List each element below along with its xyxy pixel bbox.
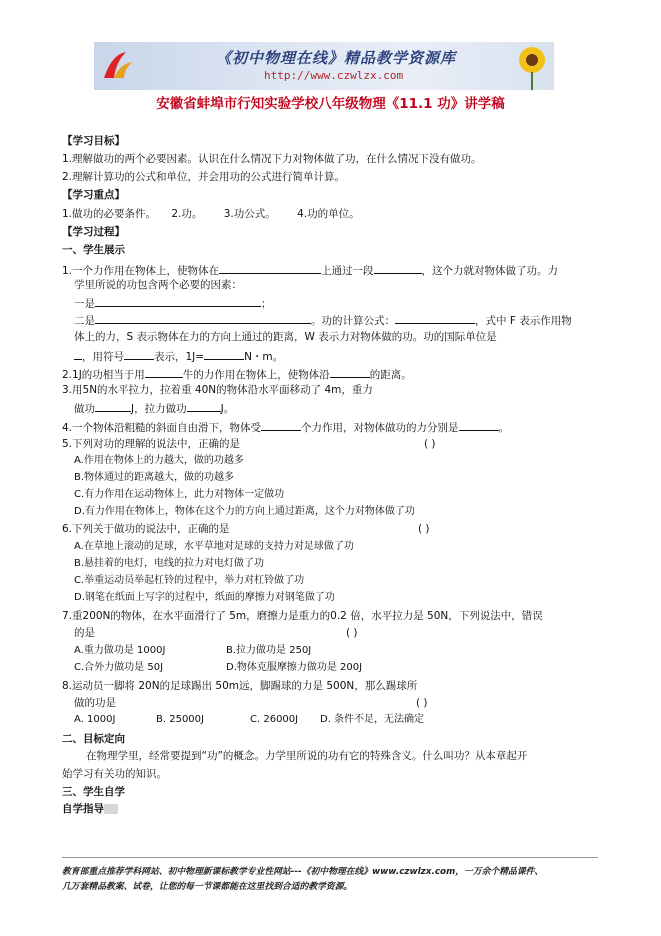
self-study-guide: 自学指导 xyxy=(62,802,118,816)
q1-line5: 体上的力，S 表示物体在力的方向上通过的距离，W 表示力对物体做的功。功的国际单位是 xyxy=(74,331,497,343)
q1-blank-6[interactable] xyxy=(74,348,82,360)
q5-option-d: D.有力作用在物体上，物体在这个力的方向上通过距离，这个力对物体做了功 xyxy=(74,506,415,517)
q8-option-a: A. 1000J xyxy=(74,714,116,725)
goal-item-1: 1.理解做功的两个必要因素。认识在什么情况下力对物体做了功，在什么情况下没有做功。 xyxy=(62,153,482,165)
process-heading: 【学习过程】 xyxy=(62,226,125,238)
q7-answer-paren[interactable]: ( ) xyxy=(346,627,358,639)
q1-blank-3[interactable] xyxy=(95,295,261,307)
q7-option-d: D.物体克服摩擦力做功是 200J xyxy=(226,662,363,673)
banner-url[interactable]: http://www.czwlzx.com xyxy=(264,69,404,82)
q6-option-b: B.悬挂着的电灯，电线的拉力对电灯做了功 xyxy=(74,558,265,569)
q2-blank-1[interactable] xyxy=(145,366,183,378)
q6-stem: 6.下列关于做功的说法中，正确的是 xyxy=(62,523,230,535)
q8-option-b: B. 25000J xyxy=(156,714,204,725)
q7-stem-1: 7.重200N的物体，在水平面滑行了 5m，磨擦力是重力的0.2 倍，水平拉力是 50N，下列说法中，错误 xyxy=(62,610,543,622)
q7-stem-2: 的是 xyxy=(74,627,95,639)
q5-stem: 5.下列对功的理解的说法中，正确的是 xyxy=(62,438,241,450)
q5-option-b: B.物体通过的距离越大，做的功越多 xyxy=(74,472,235,483)
footer-rule xyxy=(62,857,598,858)
q3-line1: 3.用5N的水平拉力，拉着重 40N的物体沿水平面移动了 4m，重力 xyxy=(62,384,373,396)
q1-blank-5[interactable] xyxy=(395,312,475,324)
q6-option-a: A.在草地上滚动的足球，水平草地对足球的支持力对足球做了功 xyxy=(74,541,354,552)
sunflower-icon xyxy=(510,42,550,90)
part1-heading: 一、学生展示 xyxy=(62,244,125,256)
q3-blank-2[interactable] xyxy=(187,400,221,412)
q8-stem-1: 8.运动员一脚将 20N的足球踢出 50m远，脚踢球的力是 500N，那么踢球所 xyxy=(62,680,418,692)
q8-answer-paren[interactable]: ( ) xyxy=(416,697,428,709)
goals-heading: 【学习目标】 xyxy=(62,135,125,147)
q1-blank-4[interactable] xyxy=(95,312,311,324)
site-logo-icon xyxy=(100,48,136,84)
q8-stem-2: 做的功是 xyxy=(74,697,116,709)
q1-line3: 一是 ； xyxy=(74,295,272,311)
footer-line-2: 几万套精品教案、试卷，让您的每一节课都能在这里找到合适的教学资源。 xyxy=(62,882,353,892)
q7-option-c: C.合外力做功是 50J xyxy=(74,662,164,673)
q1-line1: 1.一个力作用在物体上，使物体在 上通过一段 ，这个力就对物体做了功。力 xyxy=(62,262,558,278)
q4-blank-1[interactable] xyxy=(261,419,301,431)
q1-blank-2[interactable] xyxy=(374,262,422,274)
part2-paragraph-2: 始学习有关功的知识。 xyxy=(62,768,167,780)
q2-blank-2[interactable] xyxy=(330,366,370,378)
q8-option-c: C. 26000J xyxy=(250,714,299,725)
q1-line4: 二是 。功的计算公式： ，式中 F 表示作用物 xyxy=(74,312,572,328)
q4-line: 4.一个物体沿粗糙的斜面自由滑下，物体受 个力作用，对物体做功的力分别是 。 xyxy=(62,419,509,435)
q3-blank-1[interactable] xyxy=(95,400,131,412)
q7-option-b: B.拉力做功是 250J xyxy=(226,645,312,656)
q6-option-d: D.钢笔在纸面上写字的过程中，纸面的摩擦力对钢笔做了功 xyxy=(74,592,335,603)
focus-item-1: 1.做功的必要条件。 xyxy=(62,208,157,220)
q5-answer-paren[interactable]: ( ) xyxy=(424,438,436,450)
q5-option-c: C.有力作用在运动物体上，此力对物体一定做功 xyxy=(74,489,285,500)
focus-heading: 【学习重点】 xyxy=(62,189,125,201)
header-banner xyxy=(94,42,554,90)
q1-line6: ，用符号 表示，1J= N・m。 xyxy=(74,348,283,364)
q6-option-c: C.举重运动员举起杠铃的过程中，举力对杠铃做了功 xyxy=(74,575,305,586)
q1-blank-1[interactable] xyxy=(219,262,321,274)
footer-line-1: 教育部重点推荐学科网站、初中物理新课标教学专业性网站---《初中物理在线》www.czwlzx.com，一万余个精品课件、 xyxy=(62,867,544,877)
focus-items xyxy=(62,207,360,221)
part2-paragraph-1: 在物理学里，经常要提到“功”的概念。力学里所说的功有它的特殊含义。什么叫功？从本章起开 xyxy=(86,750,528,762)
q4-blank-2[interactable] xyxy=(459,419,499,431)
q5-option-a: A.作用在物体上的力越大，做的功越多 xyxy=(74,455,244,466)
q7-option-a: A.重力做功是 1000J xyxy=(74,645,166,656)
q1-blank-7[interactable] xyxy=(124,348,154,360)
q8-option-d: D. 条件不足，无法确定 xyxy=(320,714,425,725)
banner-title: 《初中物理在线》精品教学资源库 xyxy=(216,49,457,67)
document-title: 安徽省蚌埠市行知实验学校八年级物理《11.1 功》讲学稿 xyxy=(156,96,505,112)
goal-item-2: 2.理解计算功的公式和单位，并会用功的公式进行简单计算。 xyxy=(62,171,346,183)
q1-line2: 学里所说的功包含两个必要的因素： xyxy=(74,279,242,291)
q3-line2: 做功 J，拉力做功 J。 xyxy=(74,400,234,416)
focus-item-3: 3.功公式。 xyxy=(223,208,276,220)
q2-line: 2.1J的功相当于用 牛的力作用在物体上，使物体沿 的距离。 xyxy=(62,366,412,382)
q6-answer-paren[interactable]: ( ) xyxy=(418,523,430,535)
focus-item-2: 2.功。 xyxy=(171,208,203,220)
part3-heading: 三、学生自学 xyxy=(62,786,125,798)
part2-heading: 二、目标定向 xyxy=(62,733,125,745)
highlight-mark xyxy=(104,804,118,814)
q1-blank-8[interactable] xyxy=(204,348,244,360)
focus-item-4: 4.功的单位。 xyxy=(297,208,360,220)
